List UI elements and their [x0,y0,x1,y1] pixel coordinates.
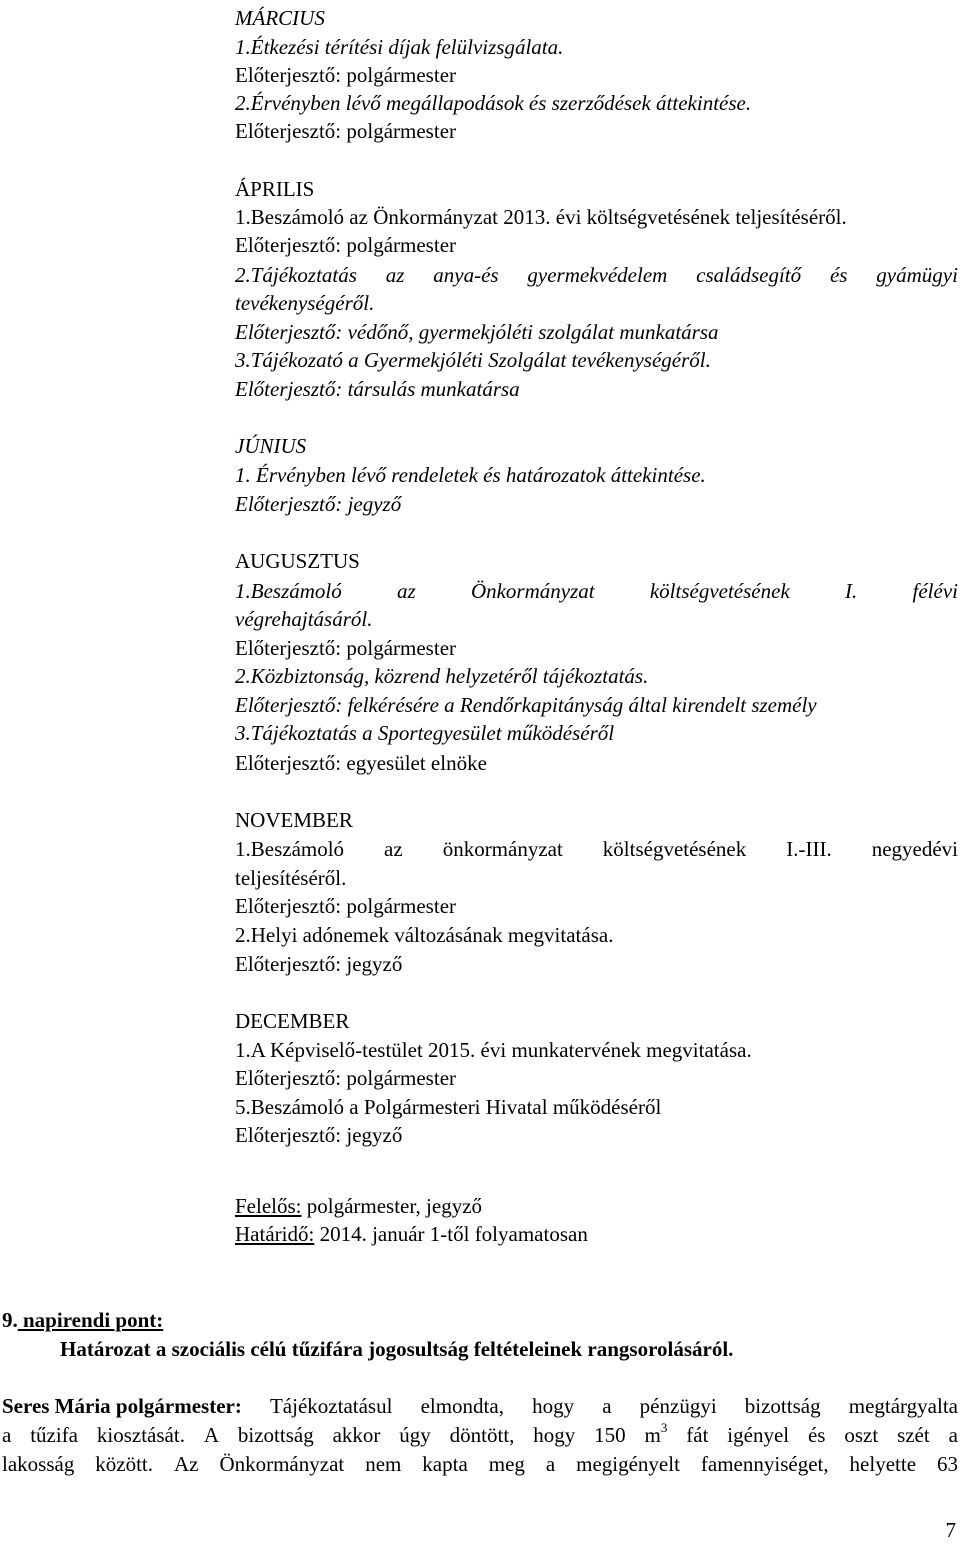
agenda-label: napirendi pont: [17,1308,164,1332]
december-item-2-title: 5.Beszámoló a Polgármesteri Hivatal működéséről [235,1095,662,1119]
augusztus-item-1-title-cont: végrehajtásáról. [235,607,373,631]
aprilis-item-1-presenter: Előterjesztő: polgármester [235,233,457,257]
heading-junius: JÚNIUS [235,434,307,458]
augusztus-item-3-title: 3.Tájékoztatás a Sportegyesület működéséről [235,721,615,745]
agenda-point-heading [2,1306,163,1334]
aprilis-item-2-title: 2.Tájékoztatás az anya-és gyermekvédelem családsegítő és gyámügyi [235,263,958,287]
november-item-1-presenter: Előterjesztő: polgármester [235,894,457,918]
responsible-value: polgármester, jegyző [301,1194,483,1218]
heading-november: NOVEMBER [235,808,353,832]
augusztus-item-3-presenter: Előterjesztő: egyesület elnöke [235,751,487,775]
aprilis-item-3-presenter: Előterjesztő: társulás munkatársa [235,377,520,401]
november-item-1-title-cont: teljesítéséről. [235,866,347,890]
augusztus-item-1-presenter: Előterjesztő: polgármester [235,636,457,660]
marcius-item-1-presenter: Előterjesztő: polgármester [235,63,457,87]
agenda-number: 9. [2,1308,18,1332]
marcius-item-2-presenter: Előterjesztő: polgármester [235,119,457,143]
deadline-line [235,1220,588,1248]
deadline-label: Határidő: [235,1222,315,1246]
augusztus-item-1-title: 1.Beszámoló az Önkormányzat költségvetésének I. félévi [235,579,958,603]
aprilis-item-2-title-cont: tevékenységéről. [235,291,375,315]
responsible-line [235,1192,482,1220]
junius-item-1-title: 1. Érvényben lévő rendeletek és határozatok áttekintése. [235,463,706,487]
heading-aprilis: ÁPRILIS [235,177,315,201]
augusztus-item-2-presenter: Előterjesztő: felkérésére a Rendőrkapitányság által kirendelt személy [235,693,817,717]
speaker-name: Seres Mária polgármester: [2,1394,242,1418]
december-item-2-presenter: Előterjesztő: jegyző [235,1123,403,1147]
heading-december: DECEMBER [235,1009,350,1033]
aprilis-item-1-title: 1.Beszámoló az Önkormányzat 2013. évi költségvetésének teljesítéséről. [235,205,847,229]
cubic-superscript: 3 [660,1420,668,1435]
aprilis-item-3-title: 3.Tájékozató a Gyermekjóléti Szolgálat tevékenységéről. [235,348,711,372]
body-line-3: lakosság között. Az Önkormányzat nem kapta meg a megigényelt famennyiséget, helyette 63 [2,1452,958,1476]
responsible-label: Felelős: [235,1194,302,1218]
agenda-title: Határozat a szociális célú tűzifára jogosultság feltételeinek rangsorolásáról. [60,1337,734,1361]
november-item-1-title: 1.Beszámoló az önkormányzat költségvetésének I.-III. negyedévi [235,837,958,861]
body-line-1: Seres Mária polgármester: Tájékoztatásul elmondta, hogy a pénzügyi bizottság megtárgyalta [2,1394,958,1418]
heading-augusztus: AUGUSZTUS [235,549,360,573]
december-item-1-presenter: Előterjesztő: polgármester [235,1066,457,1090]
heading-marcius: MÁRCIUS [235,6,325,30]
augusztus-item-2-title: 2.Közbiztonság, közrend helyzetéről tájékoztatás. [235,664,649,688]
body-line-2: a tűzifa kiosztását. A bizottság akkor úgy döntött, hogy 150 $m^3$ fát igényel és oszt szét a [2,1420,958,1447]
junius-item-1-presenter: Előterjesztő: jegyző [235,492,402,516]
deadline-value: 2014. január 1-től folyamatosan [314,1222,588,1246]
november-item-2-title: 2.Helyi adónemek változásának megvitatása. [235,923,614,947]
november-item-2-presenter: Előterjesztő: jegyző [235,952,403,976]
december-item-1-title: 1.A Képviselő-testület 2015. évi munkatervének megvitatása. [235,1038,752,1062]
aprilis-item-2-presenter: Előterjesztő: védőnő, gyermekjóléti szolgálat munkatársa [235,320,719,344]
page-number: 7 [945,1518,956,1542]
marcius-item-1-title: 1.Étkezési térítési díjak felülvizsgálata. [235,35,564,59]
marcius-item-2-title: 2.Érvényben lévő megállapodások és szerződések áttekintése. [235,91,752,115]
